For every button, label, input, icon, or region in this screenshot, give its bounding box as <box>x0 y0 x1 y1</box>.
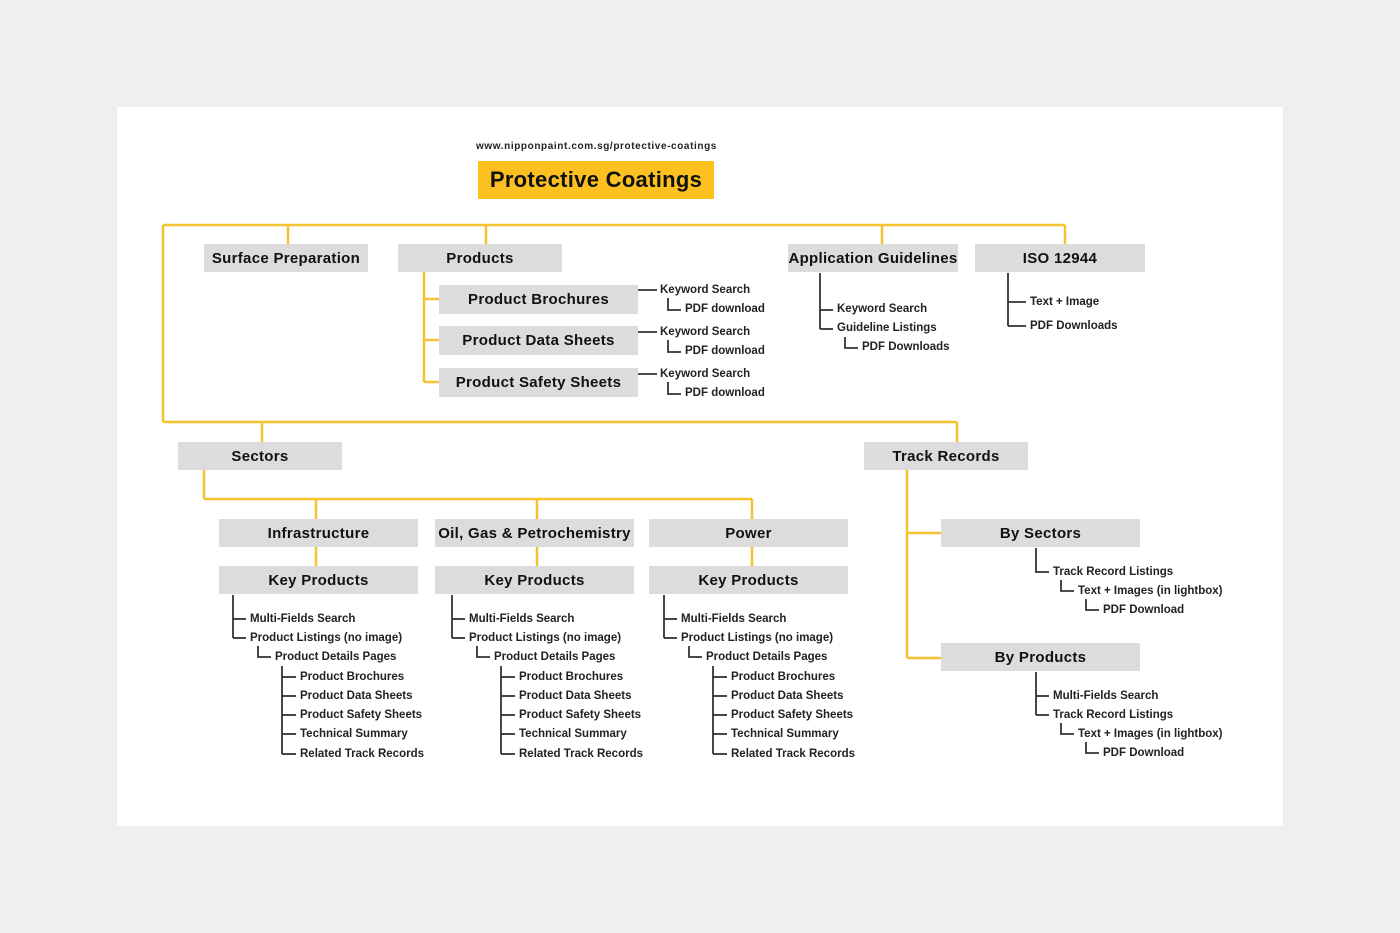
leaf-multi-fields-search: Multi-Fields Search <box>250 613 356 625</box>
node-by-sectors: By Sectors <box>941 519 1140 547</box>
leaf-pdf-download: PDF download <box>685 303 765 315</box>
leaf-product-details-pages: Product Details Pages <box>275 651 397 663</box>
root-title: Protective Coatings <box>478 161 714 199</box>
leaf-multi-fields-search: Multi-Fields Search <box>469 613 575 625</box>
leaf-text-image: Text + Image <box>1030 296 1100 308</box>
node-iso-12944: ISO 12944 <box>975 244 1145 272</box>
leaf-keyword-search: Keyword Search <box>837 303 928 315</box>
node-key-products: Key Products <box>435 566 634 594</box>
leaf-pdf-download: PDF download <box>685 345 765 357</box>
leaf-keyword-search: Keyword Search <box>660 326 751 338</box>
leaf-product-listings: Product Listings (no image) <box>469 632 622 644</box>
leaf-pdf-downloads: PDF Downloads <box>862 341 950 353</box>
leaf-product-brochures: Product Brochures <box>731 671 836 683</box>
leaf-pdf-download: PDF Download <box>1103 747 1185 759</box>
site-url: www.nipponpaint.com.sg/protective-coatings <box>476 141 717 152</box>
leaf-multi-fields-search: Multi-Fields Search <box>1053 690 1159 702</box>
leaf-pdf-download: PDF Download <box>1103 604 1185 616</box>
leaf-text-images-lightbox: Text + Images (in lightbox) <box>1078 585 1223 597</box>
leaf-text-images-lightbox: Text + Images (in lightbox) <box>1078 728 1223 740</box>
leaf-product-data-sheets: Product Data Sheets <box>731 690 844 702</box>
leaf-product-brochures: Product Brochures <box>300 671 405 683</box>
node-surface-preparation: Surface Preparation <box>204 244 368 272</box>
node-application-guidelines: Application Guidelines <box>788 244 958 272</box>
node-by-products: By Products <box>941 643 1140 671</box>
node-power: Power <box>649 519 848 547</box>
leaf-product-data-sheets: Product Data Sheets <box>519 690 632 702</box>
leaf-technical-summary: Technical Summary <box>300 728 408 740</box>
leaf-technical-summary: Technical Summary <box>519 728 627 740</box>
leaf-multi-fields-search: Multi-Fields Search <box>681 613 787 625</box>
node-key-products: Key Products <box>219 566 418 594</box>
node-key-products: Key Products <box>649 566 848 594</box>
node-product-data-sheets: Product Data Sheets <box>439 326 638 355</box>
leaf-product-listings: Product Listings (no image) <box>250 632 403 644</box>
node-sectors: Sectors <box>178 442 342 470</box>
node-track-records: Track Records <box>864 442 1028 470</box>
leaf-product-safety-sheets: Product Safety Sheets <box>300 709 423 721</box>
node-product-brochures: Product Brochures <box>439 285 638 314</box>
node-infrastructure: Infrastructure <box>219 519 418 547</box>
leaf-product-details-pages: Product Details Pages <box>494 651 616 663</box>
leaf-product-details-pages: Product Details Pages <box>706 651 828 663</box>
leaf-product-listings: Product Listings (no image) <box>681 632 834 644</box>
leaf-track-record-listings: Track Record Listings <box>1053 709 1174 721</box>
leaf-guideline-listings: Guideline Listings <box>837 322 937 334</box>
leaf-product-safety-sheets: Product Safety Sheets <box>519 709 642 721</box>
leaf-technical-summary: Technical Summary <box>731 728 839 740</box>
leaf-track-record-listings: Track Record Listings <box>1053 566 1174 578</box>
node-product-safety-sheets: Product Safety Sheets <box>439 368 638 397</box>
leaf-product-brochures: Product Brochures <box>519 671 624 683</box>
leaf-related-track-records: Related Track Records <box>519 748 644 760</box>
leaf-pdf-downloads: PDF Downloads <box>1030 320 1118 332</box>
leaf-related-track-records: Related Track Records <box>731 748 856 760</box>
leaf-keyword-search: Keyword Search <box>660 368 751 380</box>
leaf-keyword-search: Keyword Search <box>660 284 751 296</box>
leaf-product-safety-sheets: Product Safety Sheets <box>731 709 854 721</box>
leaf-related-track-records: Related Track Records <box>300 748 425 760</box>
node-products: Products <box>398 244 562 272</box>
leaf-pdf-download: PDF download <box>685 387 765 399</box>
node-oil-gas-petrochemistry: Oil, Gas & Petrochemistry <box>435 519 634 547</box>
leaf-product-data-sheets: Product Data Sheets <box>300 690 413 702</box>
